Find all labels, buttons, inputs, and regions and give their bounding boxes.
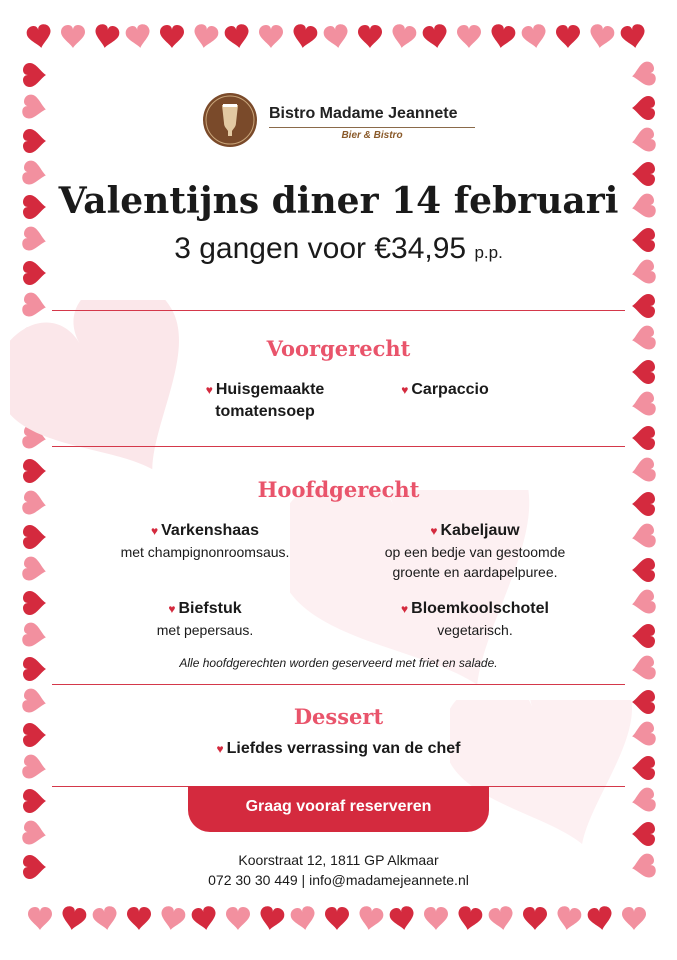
border-heart: [521, 23, 549, 50]
border-heart: [191, 905, 219, 932]
reserve-banner: Graag vooraf reserveren: [188, 786, 489, 832]
main-course-note: Alle hoofdgerechten worden geserveerd met friet en salade.: [179, 656, 498, 670]
border-heart: [556, 25, 580, 48]
brand-divider: [269, 127, 475, 128]
heart-bullet-icon: ♥: [430, 524, 438, 538]
section-title-dessert: Dessert: [293, 704, 384, 729]
border-heart: [630, 61, 657, 89]
brand-name: Bistro Madame Jeannete: [269, 105, 458, 122]
border-heart: [61, 25, 85, 48]
item-description: op een bedje van gestoomde groente en aardapelpuree.: [384, 544, 566, 580]
item-description: met pepersaus.: [156, 622, 254, 638]
border-heart: [290, 905, 318, 932]
border-heart: [630, 391, 657, 419]
menu-item: ♥ Kabeljauw op een bedje van gestoomde groente en aardapelpuree.: [360, 520, 590, 582]
border-heart: [632, 294, 655, 318]
menu-item: ♥ Bloemkoolschotel vegetarisch.: [360, 598, 590, 640]
heart-bullet-icon: ♥: [168, 602, 176, 616]
heart-bullet-icon: ♥: [151, 524, 159, 538]
border-heart: [224, 23, 252, 50]
price-text: 3 gangen voor €34,95: [174, 232, 467, 265]
menu-item: ♥ Carpaccio: [401, 381, 489, 398]
divider: [52, 310, 625, 311]
border-heart: [632, 96, 655, 120]
border-heart: [192, 23, 220, 50]
item-description: met champignonroomsaus.: [120, 544, 290, 560]
border-heart: [28, 907, 52, 930]
brand-logo: [203, 93, 473, 149]
heart-bullet-icon: ♥: [216, 742, 224, 756]
border-heart: [357, 905, 385, 932]
menu-item: ♥ Huisgemaakte tomatensoep: [205, 381, 325, 420]
beer-glass-icon: [203, 93, 257, 147]
border-heart: [620, 23, 648, 50]
border-heart: [630, 127, 657, 155]
border-heart: [93, 23, 121, 50]
border-heart: [588, 23, 616, 50]
border-heart: [26, 23, 54, 50]
page-subtitle: [0, 232, 677, 266]
price-suffix: p.p.: [474, 243, 503, 262]
border-heart: [127, 907, 151, 930]
border-heart: [390, 23, 418, 50]
item-description: vegetarisch.: [437, 622, 513, 638]
menu-item: ♥ Varkenshaas met champignonroomsaus.: [100, 520, 310, 562]
border-heart: [23, 129, 46, 153]
border-heart: [630, 523, 657, 551]
page-title: Valentijns diner 14 februari: [58, 180, 619, 222]
border-heart: [23, 789, 46, 813]
divider: [52, 684, 625, 685]
border-heart: [226, 907, 250, 930]
border-heart: [291, 23, 319, 50]
border-heart: [92, 905, 120, 932]
divider: [52, 446, 625, 447]
heart-bullet-icon: ♥: [401, 602, 409, 616]
border-heart: [60, 905, 88, 932]
border-heart: [125, 23, 153, 50]
footer-contact: 072 30 30 449 | info@madamejeannete.nl: [208, 872, 469, 888]
border-heart: [21, 820, 48, 848]
border-heart: [632, 426, 655, 450]
border-heart: [259, 25, 283, 48]
border-heart: [21, 622, 48, 650]
heart-bullet-icon: ♥: [401, 383, 409, 397]
border-heart: [632, 624, 655, 648]
border-heart: [489, 23, 517, 50]
section-title-hoofdgerecht: Hoofdgerecht: [257, 477, 420, 502]
heart-bullet-icon: ♥: [205, 383, 213, 397]
section-title-voorgerecht: Voorgerecht: [266, 336, 411, 361]
border-heart: [21, 754, 48, 782]
border-heart: [422, 23, 450, 50]
border-heart: [21, 94, 48, 122]
border-heart: [632, 360, 655, 384]
border-heart: [323, 23, 351, 50]
menu-item: ♥ Liefdes verrassing van de chef: [216, 740, 461, 757]
brand-tagline: Bier & Bistro: [341, 130, 403, 141]
border-heart: [424, 907, 448, 930]
border-heart: [457, 25, 481, 48]
menu-item: ♥ Biefstuk met pepersaus.: [100, 598, 310, 640]
border-heart: [258, 905, 286, 932]
border-heart: [160, 25, 184, 48]
border-heart: [630, 589, 657, 617]
footer-address: Koorstraat 12, 1811 GP Alkmaar: [238, 852, 439, 868]
border-heart: [23, 63, 46, 87]
border-heart: [632, 558, 655, 582]
border-heart: [358, 25, 382, 48]
border-heart: [325, 907, 349, 930]
border-heart: [389, 905, 417, 932]
border-heart: [159, 905, 187, 932]
